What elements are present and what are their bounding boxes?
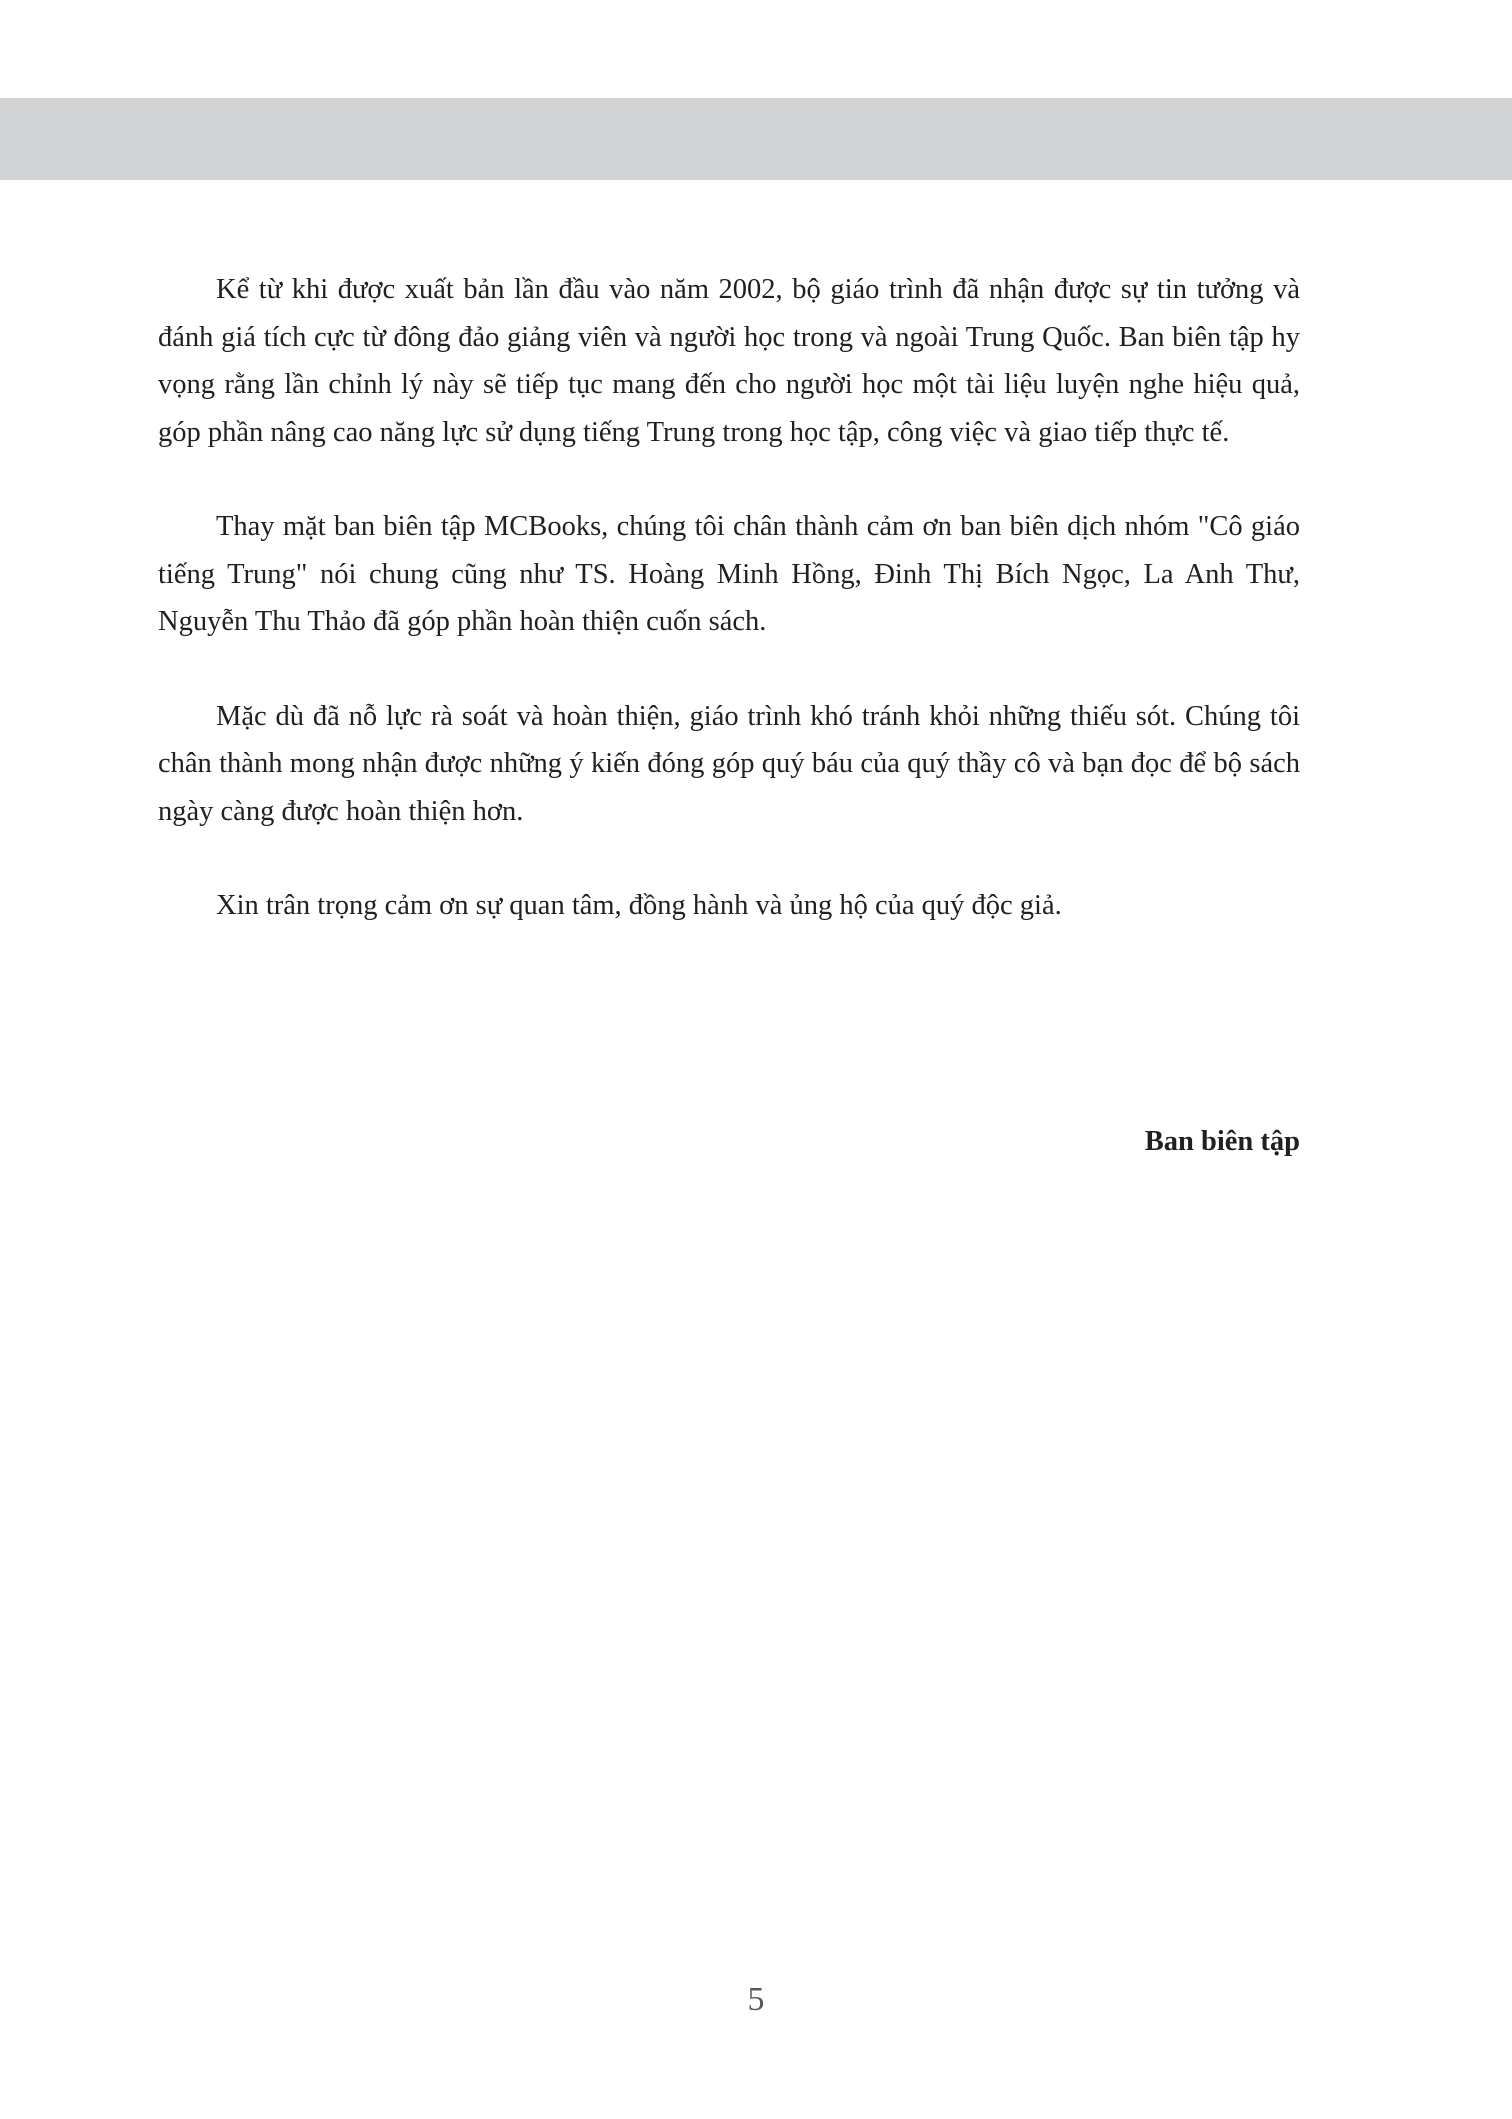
paragraph-3: Mặc dù đã nỗ lực rà soát và hoàn thiện, giáo trình khó tránh khỏi những thiếu sót. Chúng tôi chân thành mong nhận được những ý kiến đóng góp quý báu của quý thầy cô và bạn đọc để bộ sách ngày càng được hoàn thiện hơn.: [158, 700, 1300, 827]
main-text: [158, 266, 1300, 930]
paragraph-2: Thay mặt ban biên tập MCBooks, chúng tôi chân thành cảm ơn ban biên dịch nhóm "Cô giáo tiếng Trung" nói chung cũng như TS. Hoàng Minh Hồng, Đinh Thị Bích Ngọc, La Anh Thư, Nguyễn Thu Thảo đã góp phần hoàn thiện cuốn sách.: [158, 511, 1300, 637]
signature: Ban biên tập: [1144, 1126, 1300, 1157]
paragraph-1: Kể từ khi được xuất bản lần đầu vào năm 2002, bộ giáo trình đã nhận được sự tin tưởng và đánh giá tích cực từ đông đảo giảng viên và người học trong và ngoài Trung Quốc. Ban biên tập hy vọng rằng lần chỉnh lý này sẽ tiếp tục mang đến cho người học một tài liệu luyện nghe hiệu quả, góp phần nâng cao năng lực sử dụng tiếng Trung trong học tập, công việc và giao tiếp thực tế.: [158, 274, 1300, 448]
paragraph-4: Xin trân trọng cảm ơn sự quan tâm, đồng hành và ủng hộ của quý độc giả.: [216, 890, 1062, 921]
header-band: [0, 98, 1512, 180]
page-number: 5: [747, 1981, 765, 2018]
